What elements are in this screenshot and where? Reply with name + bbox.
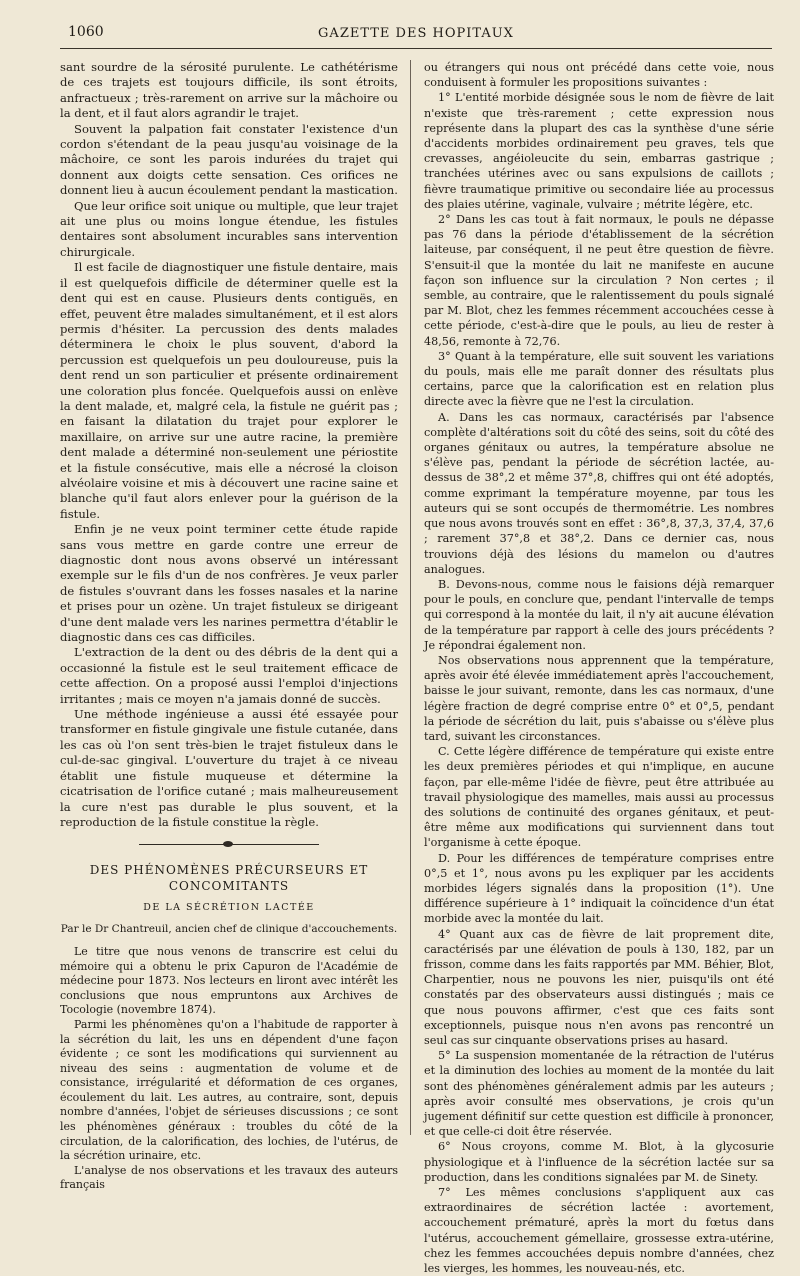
paragraph: Souvent la palpation fait constater l'existence d'un cordon s'étendant de la peau jusqu'au voisinage de la mâchoire, ce sont les parois indurées du trajet qui donnent aux doigts cette sensation. Ces orifices ne donnent lieu à aucun écoulement pendant la mastication. xyxy=(60,121,398,198)
column-divider xyxy=(410,60,411,1135)
paragraph: Enfin je ne veux point terminer cette étude rapide sans vous mettre en garde contre une erreur de diagnostic dont nous avons observé un intéressant exemple sur le fils d'un de nos confrères. Je veux parler de fistules s'ouvrant dans les fosses nasales et la narine et prises pour un ozène. Un trajet fistuleux se dirigeant d'une dent malade vers les narines permettra d'établir le diagnostic dans ces cas difficiles. xyxy=(60,522,398,645)
paragraph: 7° Les mêmes conclusions s'appliquent aux cas extraordinaires de sécrétion lactée : avortement, accouchement prématuré, après la mort du fœtus dans l'utérus, accouchement gémellaire, grossesse extra-utérine, chez les femmes accouchées depuis nombre d'années, chez les vierges, les hommes, les nouveau-nés, etc. xyxy=(424,1186,774,1276)
running-title: GAZETTE DES HOPITAUX xyxy=(318,26,514,41)
paragraph: sant sourdre de la sérosité purulente. Le cathétérisme de ces trajets est toujours difficile, ils sont étroits, anfractueux ; très-rarement on arrive sur la mâchoire ou la dent, et il faut alors agrandir le trajet. xyxy=(60,60,398,121)
paragraph: D. Pour les différences de température comprises entre 0°,5 et 1°, nous avons pu les expliquer par les accidents morbides légers signalés dans la proposition (1°). Une différence supérieure à 1° indiquait la coïncidence d'un état morbide avec la montée du lait. xyxy=(424,851,774,926)
paragraph: 5° La suspension momentanée de la rétraction de l'utérus et la diminution des lochies au moment de la montée du lait sont des phénomènes généralement admis par les auteurs ; après avoir consulté mes observations, je crois qu'un jugement définitif sur cette question est difficile à prononcer, et que celle-ci doit être réservée. xyxy=(424,1049,774,1139)
section-separator xyxy=(139,844,319,845)
paragraph: Le titre que nous venons de transcrire est celui du mémoire qui a obtenu le prix Capuron de l'Académie de médecine pour 1873. Nos lecteurs en liront avec intérêt les conclusions que nous empruntons aux Archives de Tocologie (novembre 1874). xyxy=(60,944,398,1017)
section-title: DES PHÉNOMÈNES PRÉCURSEURS ET CONCOMITANTS xyxy=(89,863,369,893)
paragraph: ou étrangers qui nous ont précédé dans cette voie, nous conduisent à formuler les propositions suivantes : xyxy=(424,61,774,90)
paragraph: Nos observations nous apprennent que la température, après avoir été élevée immédiatement après l'accouchement, baisse le jour suivant, remonte, dans les cas normaux, d'une légère fraction de degré comprise entre 0° et 0°,5, pendant la période de sécrétion du lait, puis s'abaisse ou s'élève plus tard, suivant les circonstances. xyxy=(424,653,774,743)
author-byline: Par le Dr Chantreuil, ancien chef de clinique d'accouchements. xyxy=(60,922,398,935)
paragraph: Une méthode ingénieuse a aussi été essayée pour transformer en fistule gingivale une fistule cutanée, dans les cas où l'on sent très-bien le trajet fistuleux dans le cul-de-sac gingival. L'ouverture du trajet à ce niveau établit une fistule muqueuse et détermine la cicatrisation de l'orifice cutané ; mais malheureusement la cure n'est pas durable le plus souvent, et la reproduction de la fistule constitue la règle. xyxy=(60,707,398,829)
paragraph: 6° Nous croyons, comme M. Blot, à la glycosurie physiologique et à l'influence de la sécrétion lactée sur sa production, dans les conditions signalées par M. de Sinety. xyxy=(424,1140,774,1184)
section-subtitle: DE LA SÉCRÉTION LACTÉE xyxy=(143,902,315,914)
paragraph: L'analyse de nos observations et les travaux des auteurs français xyxy=(60,1163,398,1192)
paragraph: C. Cette légère différence de température qui existe entre les deux premières périodes et qui n'implique, en aucune façon, par elle-même l'idée de fièvre, peut être attribuée au travail physiologique des mamelles, mais aussi au processus des solutions de continuité des organes génitaux, et peut-être même aux modifications qui surviennent dans tout l'organisme à cette époque. xyxy=(424,745,774,850)
paragraph: Que leur orifice soit unique ou multiple, que leur trajet ait une plus ou moins longue étendue, les fistules dentaires sont absolument incurables sans intervention chirurgicale. xyxy=(60,198,398,259)
right-column xyxy=(424,60,774,1276)
paragraph: L'extraction de la dent ou des débris de la dent qui a occasionné la fistule est le seul traitement efficace de cette affection. On a proposé aussi l'emploi d'injections irritantes ; mais ce moyen n'a jamais donné de succès. xyxy=(60,645,398,706)
paragraph: Parmi les phénomènes qu'on a l'habitude de rapporter à la sécrétion du lait, les uns en dépendent d'une façon évidente ; ce sont les modifications qui surviennent au niveau des seins : augmentation de volume et de consistance, irrégularité et déformation de ces organes, écoulement du lait. Les autres, au contraire, sont, depuis nombre d'années, l'objet de sérieuses discussions ; ce sont les phénomènes généraux : troubles du côté de la circulation, de la calorification, des lochies, de l'utérus, de la sécrétion urinaire, etc. xyxy=(60,1017,398,1163)
paragraph: 2° Dans les cas tout à fait normaux, le pouls ne dépasse pas 76 dans la période d'établissement de la sécrétion laiteuse, par conséquent, il ne peut être question de fièvre. S'ensuit-il que la montée du lait ne manifeste en aucune façon son influence sur la circulation ? Non certes ; il semble, au contraire, que le ralentissement du pouls signalé par M. Blot, chez les femmes récemment accouchées cesse à cette période, c'est-à-dire que le pouls, au lieu de rester à 48,56, remonte à 72,76. xyxy=(424,213,774,348)
paragraph: 4° Quant aux cas de fièvre de lait proprement dite, caractérisés par une élévation de pouls à 130, 182, par un frisson, comme dans les faits rapportés par MM. Béhier, Blot, Charpentier, nous ne pouvons les nier, puisqu'ils ont été constatés par des observateurs aussi distingués ; mais ce que nous pouvons affirmer, c'est que ces faits sont exceptionnels, puisque nous n'en avons pas rencontré un seul cas sur cinquante observations prises au hasard. xyxy=(424,927,774,1047)
page-header xyxy=(60,22,772,49)
paragraph: Il est facile de diagnostiquer une fistule dentaire, mais il est quelquefois difficile de déterminer quelle est la dent qui est en cause. Plusieurs dents contiguës, en effet, peuvent être malades simultanément, et il est alors permis d'hésiter. La percussion des dents malades déterminera le choix le plus souvent, d'abord la percussion est quelquefois un peu douloureuse, puis la dent rend un son particulier et présente ordinairement une coloration plus foncée. Quelquefois aussi on enlève la dent malade, et, malgré cela, la fistule ne guérit pas ; en faisant la dilatation du trajet pour explorer le maxillaire, on arrive sur une autre racine, la première dent malade a déterminé non-seulement une périostite et la fistule consécutive, mais elle a nécrosé la cloison alvéolaire voisine et mis à découvert une racine saine et blanche qu'il faut alors enlever pour la guérison de la fistule. xyxy=(60,260,398,521)
paragraph: 3° Quant à la température, elle suit souvent les variations du pouls, mais elle me paraît donner des résultats plus certains, parce que la calorification est en relation plus directe avec la fièvre que ne l'est la circulation. xyxy=(424,349,774,409)
separator-ornament xyxy=(223,841,233,847)
left-column xyxy=(60,60,398,1192)
page-number: 1060 xyxy=(68,24,104,40)
paragraph: B. Devons-nous, comme nous le faisions déjà remarquer pour le pouls, en conclure que, pendant l'intervalle de temps qui correspond à la montée du lait, il n'y ait aucune élévation de la température par rapport à celle des jours précédents ? Je répondrai également non. xyxy=(424,577,774,652)
paragraph: 1° L'entité morbide désignée sous le nom de fièvre de lait n'existe que très-rarement ; cette expression nous représente dans la plupart des cas la synthèse d'une série d'accidents morbides ordinairement peu graves, tels que crevasses, angéioleucite du sein, embarras gastrique ; tranchées utérines avec ou sans expulsions de caillots ; fièvre traumatique primitive ou secondaire liée au processus des plaies utérine, vaginale, vulvaire ; métrite légère, etc. xyxy=(424,91,774,211)
paragraph: A. Dans les cas normaux, caractérisés par l'absence complète d'altérations soit du côté des seins, soit du côté des organes génitaux ou autres, la température absolue ne s'élève pas, pendant la période de sécrétion lactée, au-dessus de 38°,2 et même 37°,8, chiffres qui ont été adoptés, comme exprimant la température moyenne, par tous les auteurs qui se sont occupés de thermométrie. Les nombres que nous avons trouvés sont en effet : 36°,8, 37,3, 37,4, 37,6 ; rarement 37°,8 et 38°,2. Dans ce dernier cas, nous trouvions déjà des lésions du mamelon ou d'autres analogues. xyxy=(424,410,774,576)
